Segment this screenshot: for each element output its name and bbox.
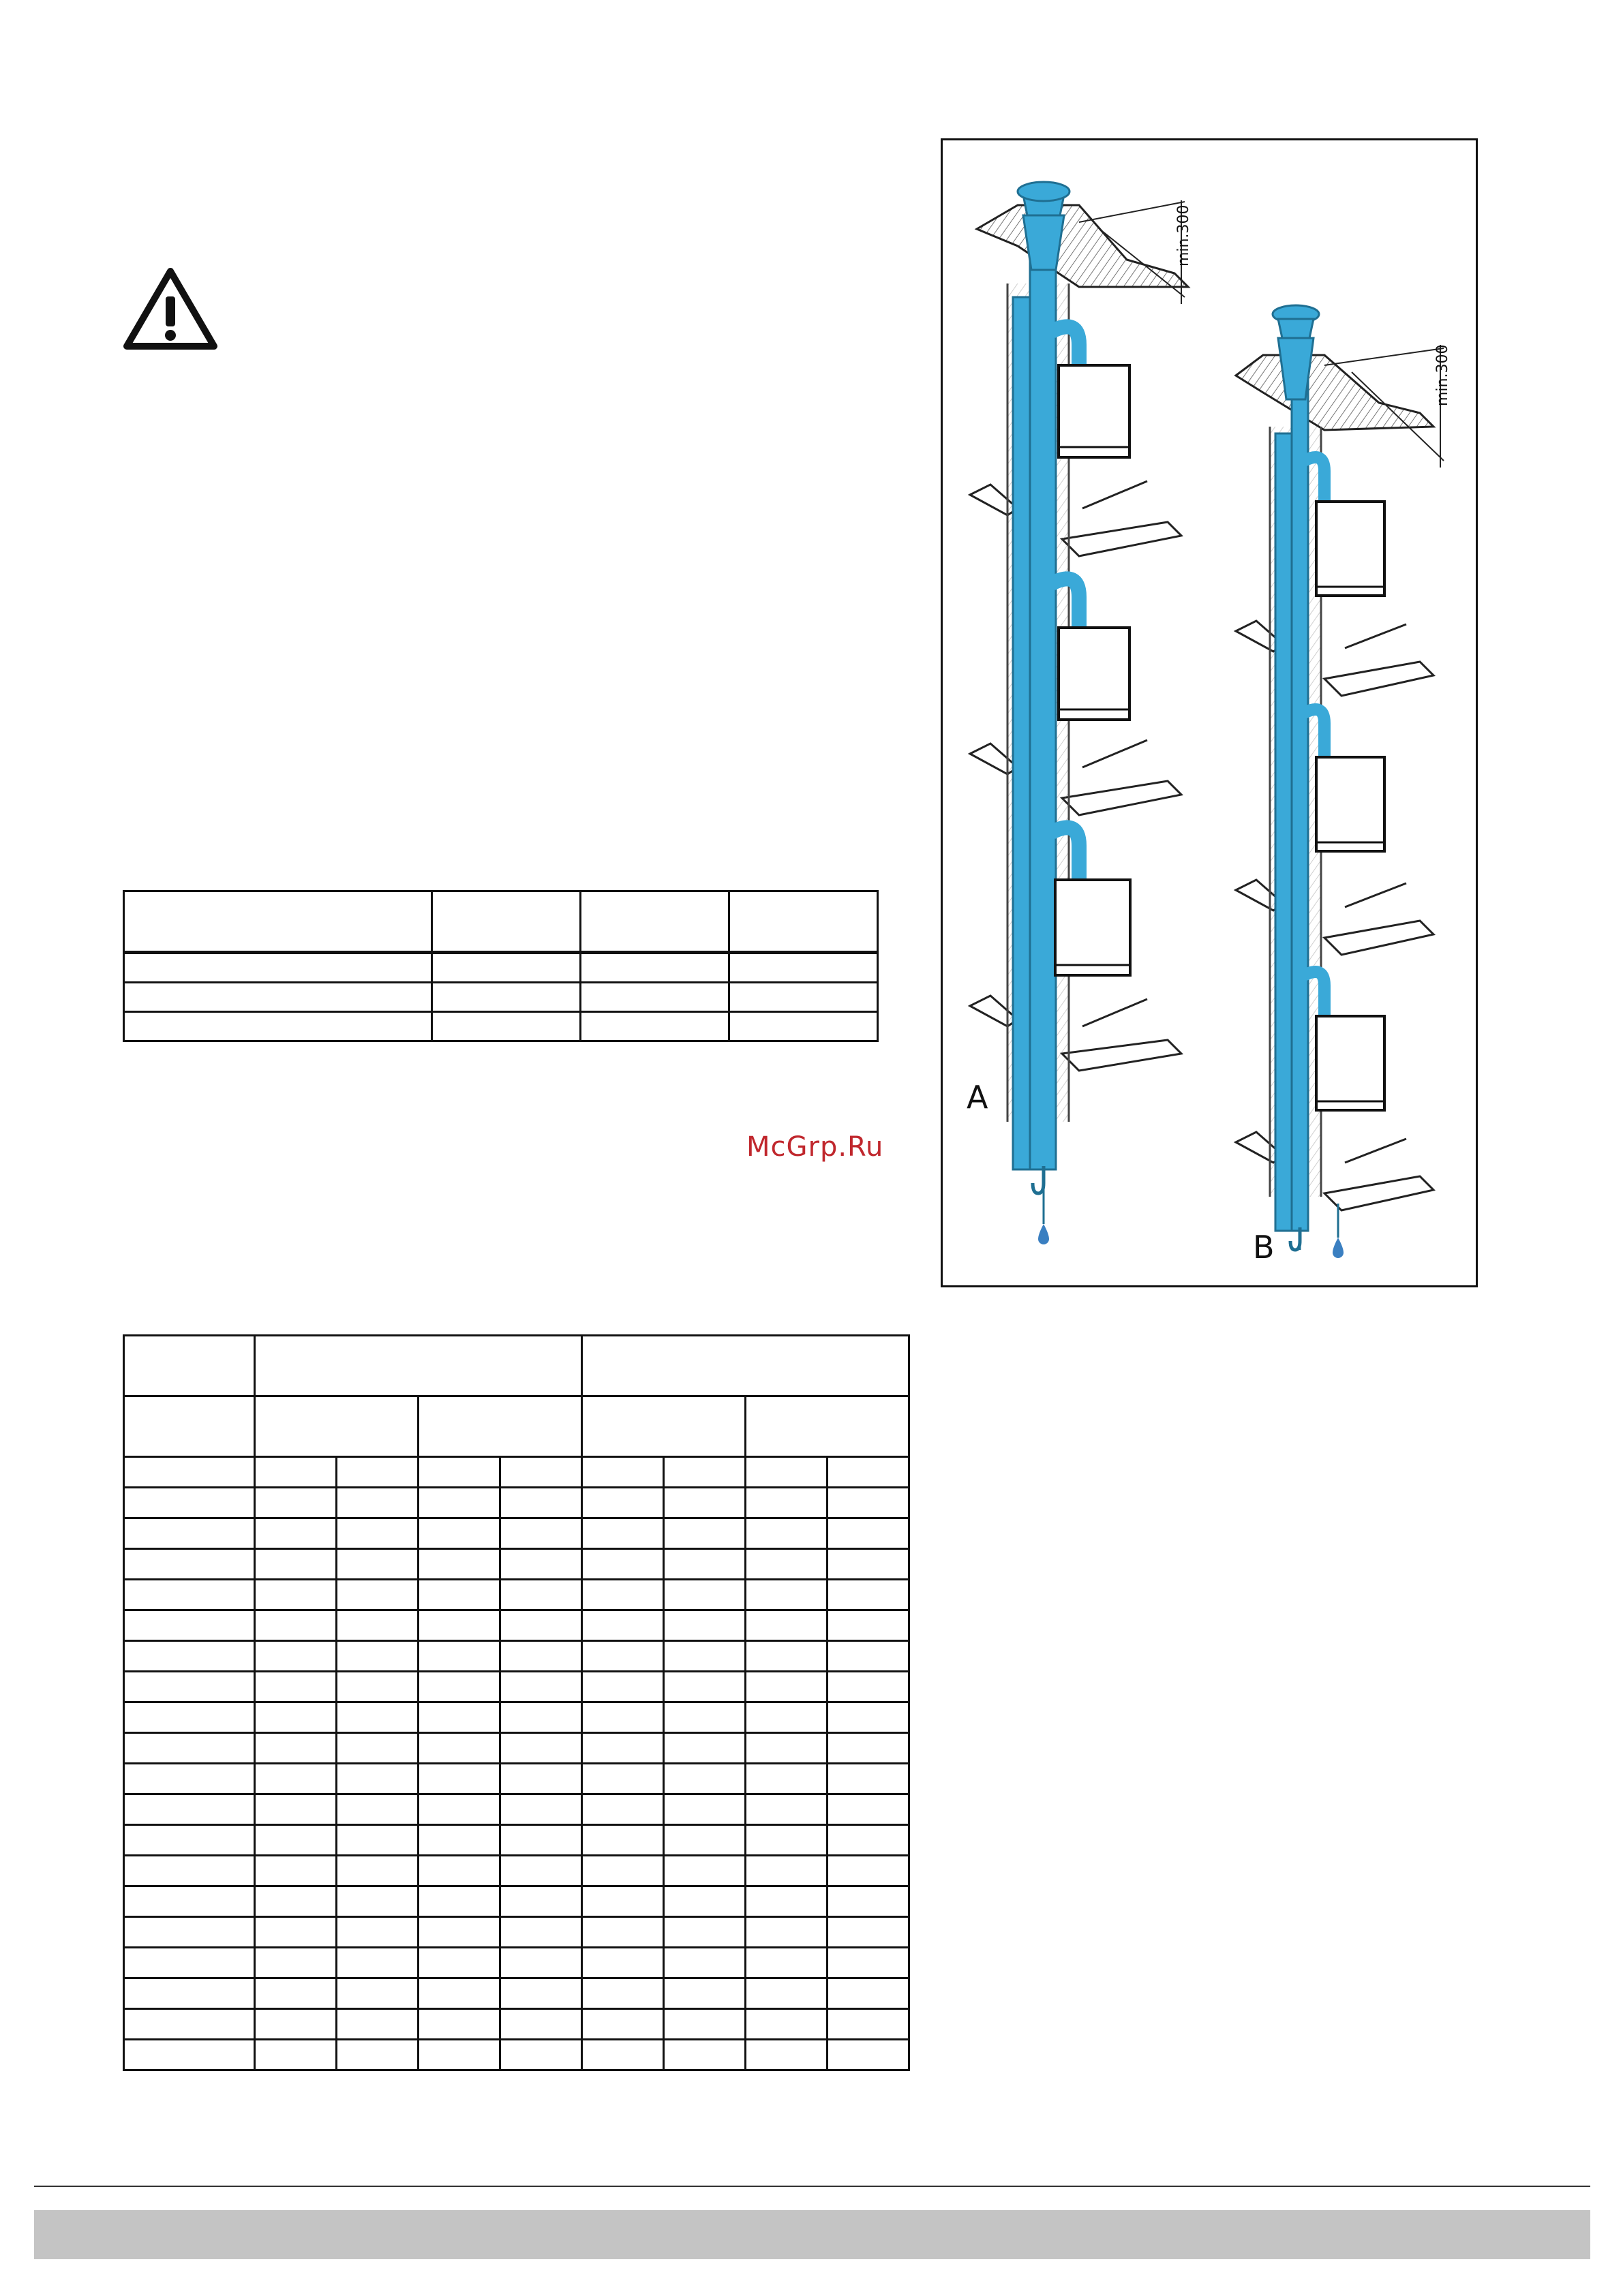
table-cell <box>337 1978 419 2009</box>
table-cell <box>337 1917 419 1948</box>
table-cell <box>419 1948 500 1978</box>
table-cell <box>582 1794 664 1825</box>
table-cell <box>582 1948 664 1978</box>
table-cell <box>582 1886 664 1917</box>
table-cell <box>582 1518 664 1549</box>
table-row <box>124 1917 909 1948</box>
table-cell <box>500 1641 582 1672</box>
table-cell <box>124 1457 255 1488</box>
table-cell <box>500 1549 582 1580</box>
table-cell <box>419 1518 500 1549</box>
table-cell <box>337 1580 419 1610</box>
table-cell <box>582 1488 664 1518</box>
table-cell <box>500 1580 582 1610</box>
table-cell <box>746 1886 828 1917</box>
table-cell <box>828 1641 909 1672</box>
table-cell <box>828 1702 909 1733</box>
table-row <box>124 983 878 1012</box>
dimension-label-a: min.300 <box>1175 204 1192 266</box>
table-cell <box>500 1825 582 1856</box>
table-cell <box>255 1886 337 1917</box>
table-cell <box>664 1917 746 1948</box>
table-cell <box>124 1610 255 1641</box>
table-cell <box>419 1610 500 1641</box>
table-cell <box>124 1948 255 1978</box>
table-cell <box>664 1549 746 1580</box>
table-cell <box>664 1641 746 1672</box>
table-cell <box>419 1580 500 1610</box>
table-cell <box>500 1610 582 1641</box>
table-cell <box>582 1733 664 1764</box>
assembly-label-a: A <box>967 1079 988 1116</box>
table-cell <box>664 1610 746 1641</box>
table-cell <box>124 1549 255 1580</box>
table-cell <box>124 1518 255 1549</box>
table-cell <box>828 1794 909 1825</box>
table-cell <box>124 1702 255 1733</box>
table-cell <box>419 1488 500 1518</box>
table-cell <box>255 1917 337 1948</box>
table-cell <box>828 1488 909 1518</box>
table-cell <box>500 1733 582 1764</box>
table-cell <box>500 1794 582 1825</box>
table-cell <box>664 1978 746 2009</box>
flue-diagram-frame <box>941 138 1478 1287</box>
table-cell <box>500 1856 582 1886</box>
large-data-table <box>123 1334 910 2071</box>
table-cell <box>828 1825 909 1856</box>
table-cell <box>419 1856 500 1886</box>
table-cell <box>828 2040 909 2070</box>
table-row <box>124 1457 909 1488</box>
table-cell <box>664 1733 746 1764</box>
table-cell <box>828 1917 909 1948</box>
table-cell <box>124 2009 255 2040</box>
table-cell <box>746 1580 828 1610</box>
table-cell <box>255 1856 337 1886</box>
table-cell <box>255 1549 337 1580</box>
table-cell <box>746 1764 828 1794</box>
table-cell <box>337 1488 419 1518</box>
table-cell <box>337 1825 419 1856</box>
table-cell <box>419 1978 500 2009</box>
table-cell <box>124 1856 255 1886</box>
table-row <box>124 2040 909 2070</box>
table-cell <box>337 1794 419 1825</box>
table-cell <box>337 1610 419 1641</box>
table-row <box>124 1012 878 1041</box>
table-cell <box>124 1764 255 1794</box>
table-row <box>124 1641 909 1672</box>
table-cell <box>664 1825 746 1856</box>
table-row <box>124 1549 909 1580</box>
table-cell <box>664 1764 746 1794</box>
table-cell <box>124 1917 255 1948</box>
table-cell <box>255 1672 337 1702</box>
table-cell <box>664 1580 746 1610</box>
table-cell <box>255 1794 337 1825</box>
table-cell <box>582 1610 664 1641</box>
table-cell <box>664 2009 746 2040</box>
table-cell <box>124 1733 255 1764</box>
footer-divider <box>34 2186 1590 2187</box>
table-cell <box>337 1641 419 1672</box>
table-cell <box>419 1549 500 1580</box>
table-cell <box>337 1948 419 1978</box>
table-header-row <box>124 1336 909 1396</box>
table-cell <box>500 1917 582 1948</box>
table-cell <box>500 2009 582 2040</box>
table-cell <box>419 1917 500 1948</box>
table-cell <box>419 1764 500 1794</box>
table-row <box>124 1856 909 1886</box>
assembly-label-b: B <box>1253 1229 1275 1266</box>
table-cell <box>828 1764 909 1794</box>
table-cell <box>337 2009 419 2040</box>
table-cell <box>746 1518 828 1549</box>
table-cell <box>664 1457 746 1488</box>
table-cell <box>746 1825 828 1856</box>
assembly-b <box>1236 305 1451 1266</box>
table-cell <box>255 1702 337 1733</box>
assembly-a <box>967 182 1192 1244</box>
table-cell <box>828 1518 909 1549</box>
table-cell <box>664 1702 746 1733</box>
table-cell <box>664 1948 746 1978</box>
table-cell <box>337 1457 419 1488</box>
table-cell <box>746 1702 828 1733</box>
table-cell <box>124 1641 255 1672</box>
table-cell <box>582 2009 664 2040</box>
table-cell <box>582 1457 664 1488</box>
table-cell <box>419 2009 500 2040</box>
table-cell <box>828 1457 909 1488</box>
table-cell <box>746 1549 828 1580</box>
table-cell <box>582 1580 664 1610</box>
table-cell <box>746 1641 828 1672</box>
table-cell <box>746 1917 828 1948</box>
table-header-row <box>124 891 878 953</box>
table-cell <box>419 2040 500 2070</box>
table-cell <box>337 1886 419 1917</box>
table-cell <box>828 1733 909 1764</box>
table-cell <box>500 1764 582 1794</box>
table-cell <box>746 1978 828 2009</box>
table-cell <box>255 1457 337 1488</box>
table-cell <box>582 1825 664 1856</box>
table-cell <box>746 2009 828 2040</box>
table-cell <box>828 1549 909 1580</box>
table-cell <box>255 1518 337 1549</box>
table-row <box>124 1518 909 1549</box>
flue-diagram <box>943 140 1476 1285</box>
water-drop-icon-a <box>1038 1224 1049 1244</box>
table-row <box>124 1702 909 1733</box>
table-cell <box>124 1825 255 1856</box>
table-row <box>124 1488 909 1518</box>
table-cell <box>746 1488 828 1518</box>
warning-icon <box>123 266 218 351</box>
table-row <box>124 1948 909 1978</box>
table-cell <box>419 1702 500 1733</box>
table-cell <box>419 1825 500 1856</box>
table-cell <box>500 1457 582 1488</box>
table-cell <box>746 1672 828 1702</box>
table-cell <box>500 1672 582 1702</box>
table-cell <box>419 1733 500 1764</box>
table-cell <box>255 1825 337 1856</box>
table-cell <box>124 2040 255 2070</box>
table-cell <box>419 1886 500 1917</box>
table-cell <box>582 1917 664 1948</box>
table-cell <box>828 1948 909 1978</box>
table-cell <box>746 1733 828 1764</box>
table-row <box>124 953 878 983</box>
table-cell <box>828 1856 909 1886</box>
table-cell <box>124 1794 255 1825</box>
table-cell <box>337 1702 419 1733</box>
table-cell <box>664 1856 746 1886</box>
table-cell <box>124 1978 255 2009</box>
table-cell <box>746 1457 828 1488</box>
table-cell <box>828 1672 909 1702</box>
table-cell <box>255 2040 337 2070</box>
table-cell <box>419 1672 500 1702</box>
table-cell <box>746 2040 828 2070</box>
table-cell <box>582 1856 664 1886</box>
table-cell <box>255 1641 337 1672</box>
water-drop-icon-b <box>1333 1238 1344 1258</box>
table-cell <box>255 1764 337 1794</box>
table-row <box>124 1886 909 1917</box>
table-cell <box>124 1488 255 1518</box>
table-cell <box>500 1488 582 1518</box>
table-cell <box>337 1764 419 1794</box>
table-cell <box>124 1672 255 1702</box>
table-cell <box>664 1886 746 1917</box>
table-cell <box>337 1733 419 1764</box>
dimension-label-b: min.300 <box>1434 344 1451 406</box>
table-cell <box>582 1549 664 1580</box>
table-cell <box>828 1978 909 2009</box>
table-cell <box>664 1518 746 1549</box>
table-cell <box>500 1948 582 1978</box>
table-cell <box>664 1794 746 1825</box>
table-cell <box>337 1518 419 1549</box>
table-cell <box>582 1641 664 1672</box>
table-cell <box>664 1488 746 1518</box>
table-cell <box>255 1948 337 1978</box>
table-cell <box>255 1978 337 2009</box>
table-cell <box>746 1610 828 1641</box>
table-cell <box>582 1978 664 2009</box>
table-row <box>124 1794 909 1825</box>
table-cell <box>255 1733 337 1764</box>
table-cell <box>500 1886 582 1917</box>
table-cell <box>124 1886 255 1917</box>
table-cell <box>828 1580 909 1610</box>
table-cell <box>337 2040 419 2070</box>
table-cell <box>337 1672 419 1702</box>
table-cell <box>419 1457 500 1488</box>
table-cell <box>828 2009 909 2040</box>
table-cell <box>500 1702 582 1733</box>
table-row <box>124 1672 909 1702</box>
watermark-text: McGrp.Ru <box>746 1131 884 1163</box>
table-cell <box>255 1488 337 1518</box>
table-subheader-row <box>124 1396 909 1457</box>
table-row <box>124 1610 909 1641</box>
table-cell <box>746 1948 828 1978</box>
table-row <box>124 1764 909 1794</box>
table-cell <box>337 1856 419 1886</box>
table-cell <box>419 1641 500 1672</box>
table-cell <box>500 1518 582 1549</box>
table-cell <box>746 1856 828 1886</box>
table-cell <box>255 1580 337 1610</box>
table-cell <box>500 1978 582 2009</box>
table-cell <box>500 2040 582 2070</box>
table-cell <box>419 1794 500 1825</box>
table-cell <box>255 1610 337 1641</box>
table-row <box>124 1733 909 1764</box>
table-cell <box>828 1610 909 1641</box>
main-flue-pipe-b <box>1275 433 1293 1231</box>
table-cell <box>582 1702 664 1733</box>
table-cell <box>582 1764 664 1794</box>
table-row <box>124 1825 909 1856</box>
table-cell <box>746 1794 828 1825</box>
table-row <box>124 1978 909 2009</box>
table-cell <box>582 1672 664 1702</box>
footer-bar <box>34 2210 1590 2259</box>
small-data-table <box>123 890 879 1042</box>
table-cell <box>664 1672 746 1702</box>
table-cell <box>828 1886 909 1917</box>
table-row <box>124 1580 909 1610</box>
table-cell <box>664 2040 746 2070</box>
table-cell <box>124 1580 255 1610</box>
table-cell <box>337 1549 419 1580</box>
table-cell <box>255 2009 337 2040</box>
table-row <box>124 2009 909 2040</box>
table-cell <box>582 2040 664 2070</box>
